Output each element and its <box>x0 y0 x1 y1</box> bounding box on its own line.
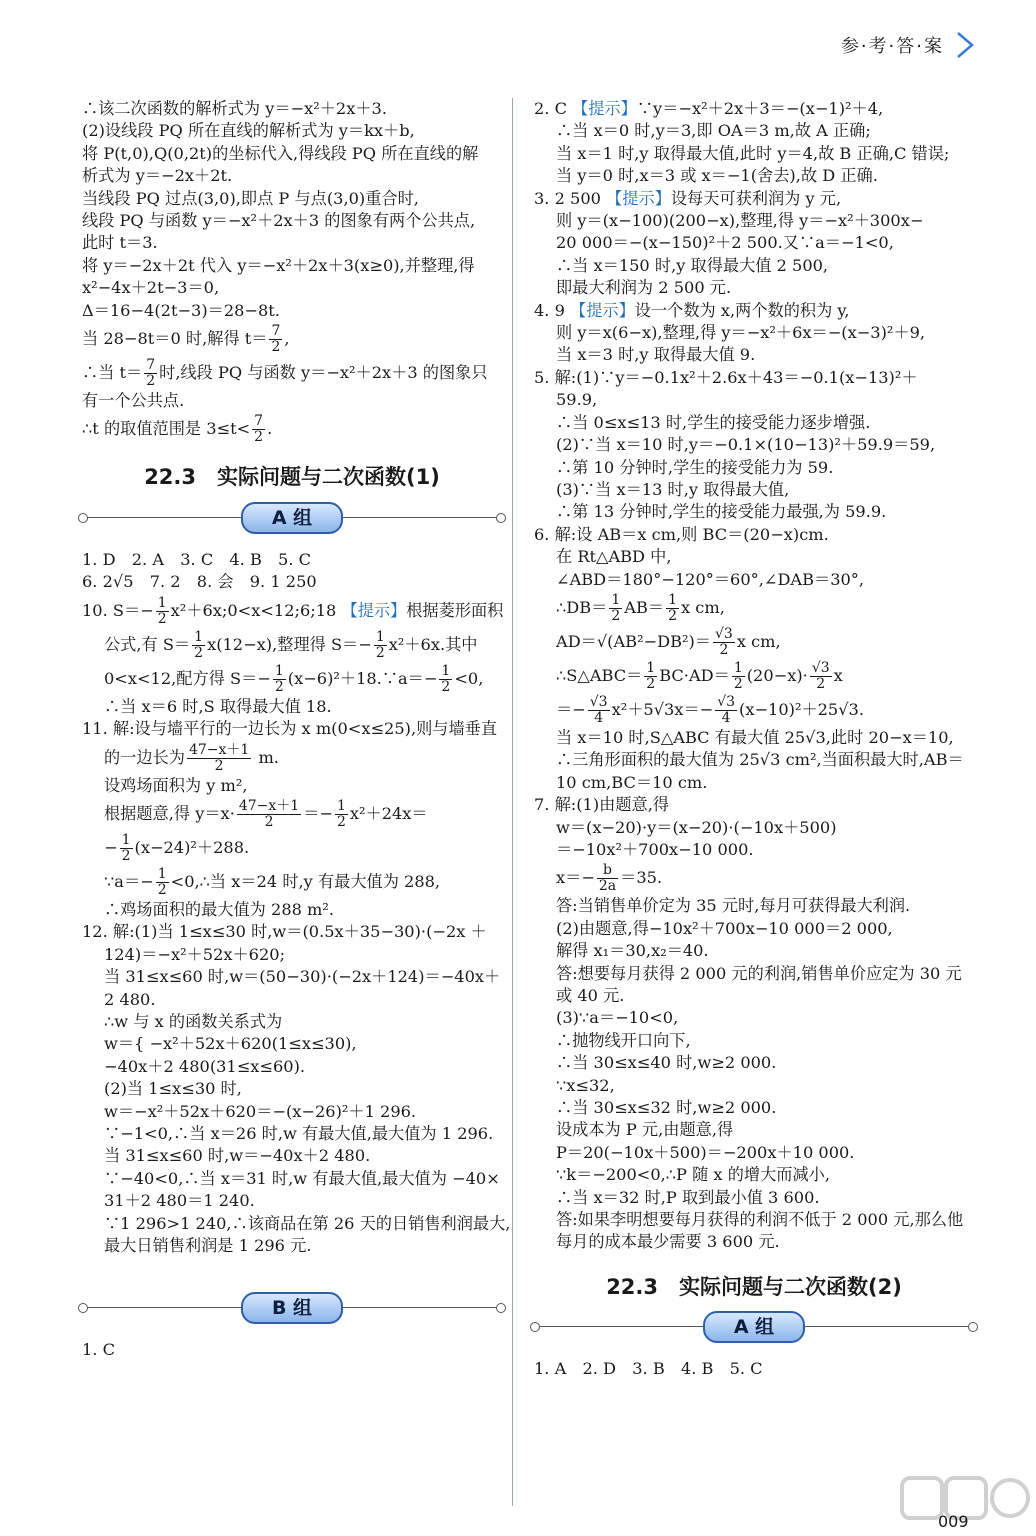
text-line: x＝− $\frac{b}{2a}$ ＝35. <box>556 862 663 895</box>
text-line: 2. C 【提示】∵y＝−x²＋2x＋3＝−(x−1)²＋4, <box>534 99 884 118</box>
text-span: 当 28−8t＝0 时,解得 t＝ <box>82 329 268 349</box>
text-line: ∴当 0≤x≤13 时,学生的接受能力逐步增强. <box>556 412 871 432</box>
fraction: $\frac{7}{2}$ <box>271 323 281 356</box>
text-line: 0<x<12,配方得 S＝− $\frac{1}{2}$ (x−6)²＋18.∵a＝− $\frac{1}{2}$ <0, <box>104 662 484 695</box>
text-line: 设鸡场面积为 y m², <box>104 775 248 795</box>
text-line: 31＋2 480＝1 240. <box>104 1191 255 1211</box>
fraction: $\frac{7}{2}$ <box>146 357 156 390</box>
text-line: 12. 解:(1)当 1≤x≤30 时,w＝(0.5x＋35−30)·(−2x ＋ <box>82 922 487 942</box>
group-badge: B 组 <box>241 1292 343 1324</box>
text-line: 最大日销售利润是 1 296 元. <box>104 1236 312 1255</box>
group-badge: A 组 <box>241 502 343 534</box>
text-line: ∴当 30≤x≤40 时,w≥2 000. <box>556 1053 777 1073</box>
text-line: ∴抛物线开口向下, <box>556 1030 691 1050</box>
text-line: (2)当 1≤x≤30 时, <box>104 1079 242 1099</box>
text-line: 在 Rt△ABD 中, <box>556 547 672 567</box>
text-span: , <box>284 329 290 349</box>
text-line: w＝{ −x²＋52x＋620(1≤x≤30), <box>104 1034 357 1054</box>
text-line: ∵a＝− $\frac{1}{2}$ <0,∴当 x＝24 时,y 有最大值为 288, <box>104 865 441 898</box>
text-line: 124)＝−x²＋52x＋620; <box>104 944 286 964</box>
text-line: 10 cm,BC＝10 cm. <box>556 772 708 792</box>
text-line: 将 y＝−2x＋2t 代入 y＝−x²＋2x＋3(x≥0),并整理,得 <box>82 255 475 275</box>
text-line: 每月的成本最少需要 3 600 元. <box>556 1232 780 1252</box>
text-line: ∴当 30≤x≤32 时,w≥2 000. <box>556 1098 777 1118</box>
answer-line: 1. C <box>82 1340 115 1360</box>
text-line: 11. 解:设与墙平行的一边长为 x m(0<x≤25),则与墙垂直 <box>82 719 498 739</box>
text-line: 公式,有 S＝ $\frac{1}{2}$ x(12−x),整理得 S＝− $\frac{1}{2}$ x²＋6x.其中 <box>104 628 478 661</box>
text-line: 根据题意,得 y＝x· $\frac{47-x+1}{2}$ ＝− $\frac{1}{2}$ x²＋24x＝ <box>104 797 428 830</box>
left-column <box>82 98 511 1362</box>
text-line: x²−4x＋2t−3＝0, <box>82 278 220 298</box>
text-line: P＝20(−10x＋500)＝−200x＋10 000. <box>556 1142 855 1162</box>
text-line: ∴当 x＝32 时,P 取到最小值 3 600. <box>556 1187 820 1207</box>
text-line: 2 480. <box>104 989 156 1009</box>
text-line: 则 y＝(x−100)(200−x),整理,得 y＝−x²＋300x− <box>556 211 924 231</box>
text-line: 20 000＝−(x−150)²＋2 500.又∵a＝−1<0, <box>556 233 894 253</box>
text-line: ∴当 x＝0 时,y＝3,即 OA＝3 m,故 A 正确; <box>556 121 871 141</box>
hint-tag: 【提示】 <box>570 300 635 320</box>
text-line: 的一边长为 $\frac{47-x+1}{2}$ m. <box>104 741 279 774</box>
text-line: 当 31≤x≤60 时,w＝−40x＋2 480. <box>104 1146 371 1166</box>
text-line: ∵x≤32, <box>556 1075 615 1095</box>
text-line: 当 y＝0 时,x＝3 或 x＝−1(舍去),故 D 正确. <box>556 166 878 186</box>
text-line: ∴S△ABC＝ $\frac{1}{2}$ BC·AD＝ $\frac{1}{2}$ (20−x)· $\frac{√3}{2}$ x <box>556 659 843 692</box>
section-title: 22.3 实际问题与二次函数(1) <box>144 465 440 490</box>
text-line: ＝− $\frac{√3}{4}$ x²＋5√3x＝− $\frac{√3}{4}$ (x−10)²＋25√3. <box>556 693 864 726</box>
text-span: ∴t 的取值范围是 3≤t< <box>82 419 251 439</box>
text-line: ∵k＝−200<0,∴P 随 x 的增大而减小, <box>556 1165 830 1185</box>
text-line: w＝−x²＋52x＋620＝−(x−26)²＋1 296. <box>104 1101 417 1121</box>
text-line: (2)∵当 x＝10 时,y＝−0.1×(10−13)²＋59.9＝59, <box>556 435 936 455</box>
text-line: (3)∵a＝−10<0, <box>556 1008 679 1028</box>
text-line: ∴DB＝ $\frac{1}{2}$ AB＝ $\frac{1}{2}$ x cm, <box>556 591 725 624</box>
text-line: Δ＝16−4(2t−3)＝28−8t. <box>82 300 280 320</box>
text-line: ∴当 x＝150 时,y 取得最大值 2 500, <box>556 255 829 275</box>
chevron-right-icon <box>954 30 976 60</box>
header-title: 参·考·答·案 <box>840 36 944 57</box>
text-line: (2)设线段 PQ 所在直线的解析式为 y＝kx＋b, <box>82 121 415 141</box>
text-line <box>82 356 502 390</box>
group-badge: A 组 <box>703 1311 805 1343</box>
section-title: 22.3 实际问题与二次函数(2) <box>606 1274 902 1299</box>
text-line: ∵−40<0,∴当 x＝31 时,w 有最大值,最大值为 −40× <box>104 1168 500 1188</box>
text-line: 解得 x₁＝30,x₂＝40. <box>556 941 709 961</box>
hint-tag: 【提示】 <box>572 99 637 118</box>
text-line: 当 x＝10 时,S△ABC 有最大值 25√3,此时 20−x＝10, <box>556 727 954 747</box>
text-line: 6. 解:设 AB＝x cm,则 BC＝(20−x)cm. <box>534 524 829 544</box>
text-line: ∴鸡场面积的最大值为 288 m². <box>104 899 335 919</box>
text-line: 将 P(t,0),Q(0,2t)的坐标代入,得线段 PQ 所在直线的解 <box>82 143 479 163</box>
text-line: 答:如果李明想要每月获得的利润不低于 2 000 元,那么他 <box>556 1210 964 1230</box>
group-b-banner <box>82 1291 502 1325</box>
text-line: 则 y＝x(6−x),整理,得 y＝−x²＋6x＝−(x−3)²＋9, <box>556 323 926 343</box>
right-column <box>534 98 974 1381</box>
text-line: 析式为 y＝−2x＋2t. <box>82 166 233 186</box>
text-line: 当 x＝1 时,y 取得最大值,此时 y＝4,故 B 正确,C 错误; <box>556 143 950 163</box>
text-line <box>82 322 502 356</box>
text-line: ∴该二次函数的解析式为 y＝−x²＋2x＋3. <box>82 99 387 118</box>
column-divider <box>512 98 513 1506</box>
text-line: ∠ABD＝180°−120°＝60°,∠DAB＝30°, <box>556 569 865 589</box>
text-span: . <box>267 419 273 439</box>
text-line: 当 x＝3 时,y 取得最大值 9. <box>556 345 756 365</box>
text-line: 当 31≤x≤60 时,w＝(50−30)·(−2x＋124)＝−40x＋ <box>104 967 501 987</box>
text-span: ∴当 t＝ <box>82 363 143 383</box>
answer-line: 1. A 2. D 3. B 4. B 5. C <box>534 1359 763 1379</box>
text-line: 4. 9 【提示】设一个数为 x,两个数的积为 y, <box>534 300 850 320</box>
text-line: 当线段 PQ 过点(3,0),即点 P 与点(3,0)重合时, <box>82 188 419 208</box>
answer-line: 1. D 2. A 3. C 4. B 5. C <box>82 549 312 569</box>
text-line: (3)∵当 x＝13 时,y 取得最大值, <box>556 479 790 499</box>
text-line: ∴w 与 x 的函数关系式为 <box>104 1011 283 1031</box>
text-line: 设成本为 P 元,由题意,得 <box>556 1120 734 1140</box>
text-line: 即最大利润为 2 500 元. <box>556 278 732 298</box>
text-line: −40x＋2 480(31≤x≤60). <box>104 1056 306 1076</box>
text-line: ∵−1<0,∴当 x＝26 时,w 有最大值,最大值为 1 296. <box>104 1123 494 1143</box>
text-line: (2)由题意,得−10x²＋700x−10 000＝2 000, <box>556 918 893 938</box>
text-line: − $\frac{1}{2}$ (x−24)²＋288. <box>104 831 250 864</box>
text-line: 59.9, <box>556 390 598 410</box>
answer-line: 6. 2√5 7. 2 8. 会 9. 1 250 <box>82 572 317 592</box>
hint-tag: 【提示】 <box>606 188 671 208</box>
text-line: ∴第 13 分钟时,学生的接受能力最强,为 59.9. <box>556 502 887 522</box>
text-line: 此时 t＝3. <box>82 233 158 253</box>
text-line <box>82 412 502 446</box>
text-line: AD＝√(AB²−DB²)＝ $\frac{√3}{2}$ x cm, <box>556 625 781 658</box>
text-span: 时,线段 PQ 与函数 y＝−x²＋2x＋3 的图象只 <box>159 363 488 383</box>
text-line: 10. S＝− $\frac{1}{2}$ x²＋6x;0<x<12;6;18 【提示】根据菱形面积 <box>82 594 504 627</box>
text-line: 5. 解:(1)∵y＝−0.1x²＋2.6x＋43＝−0.1(x−13)²＋ <box>534 367 918 387</box>
text-line: 答:想要每月获得 2 000 元的利润,销售单价应定为 30 元 <box>556 963 962 983</box>
text-line: ∴三角形面积的最大值为 25√3 cm²,当面积最大时,AB＝ <box>556 750 964 770</box>
group-a-banner <box>82 501 502 535</box>
group-a-banner-2 <box>534 1310 974 1344</box>
text-line: 答:当销售单价定为 35 元时,每月可获得最大利润. <box>556 896 911 916</box>
text-line: 7. 解:(1)由题意,得 <box>534 795 670 815</box>
hint-tag: 【提示】 <box>341 600 407 620</box>
page-header <box>841 30 976 60</box>
text-line: 或 40 元. <box>556 986 625 1005</box>
text-line: 有一个公共点. <box>82 391 185 411</box>
text-line: ∵1 296>1 240,∴该商品在第 26 天的日销售利润最大, <box>104 1213 511 1233</box>
text-line: w＝(x−20)·y＝(x−20)·(−10x＋500) <box>556 817 837 837</box>
page-number: 009 <box>938 1512 969 1531</box>
text-line: ＝−10x²＋700x−10 000. <box>556 839 754 859</box>
watermark-logo-icon <box>900 1472 1030 1532</box>
fraction: $\frac{7}{2}$ <box>254 413 264 446</box>
text-line: ∴第 10 分钟时,学生的接受能力为 59. <box>556 457 834 477</box>
text-line: 3. 2 500 【提示】设每天可获利润为 y 元, <box>534 188 842 208</box>
text-line: ∴当 x＝6 时,S 取得最大值 18. <box>104 696 332 716</box>
text-line: 线段 PQ 与函数 y＝−x²＋2x＋3 的图象有两个公共点, <box>82 211 476 231</box>
